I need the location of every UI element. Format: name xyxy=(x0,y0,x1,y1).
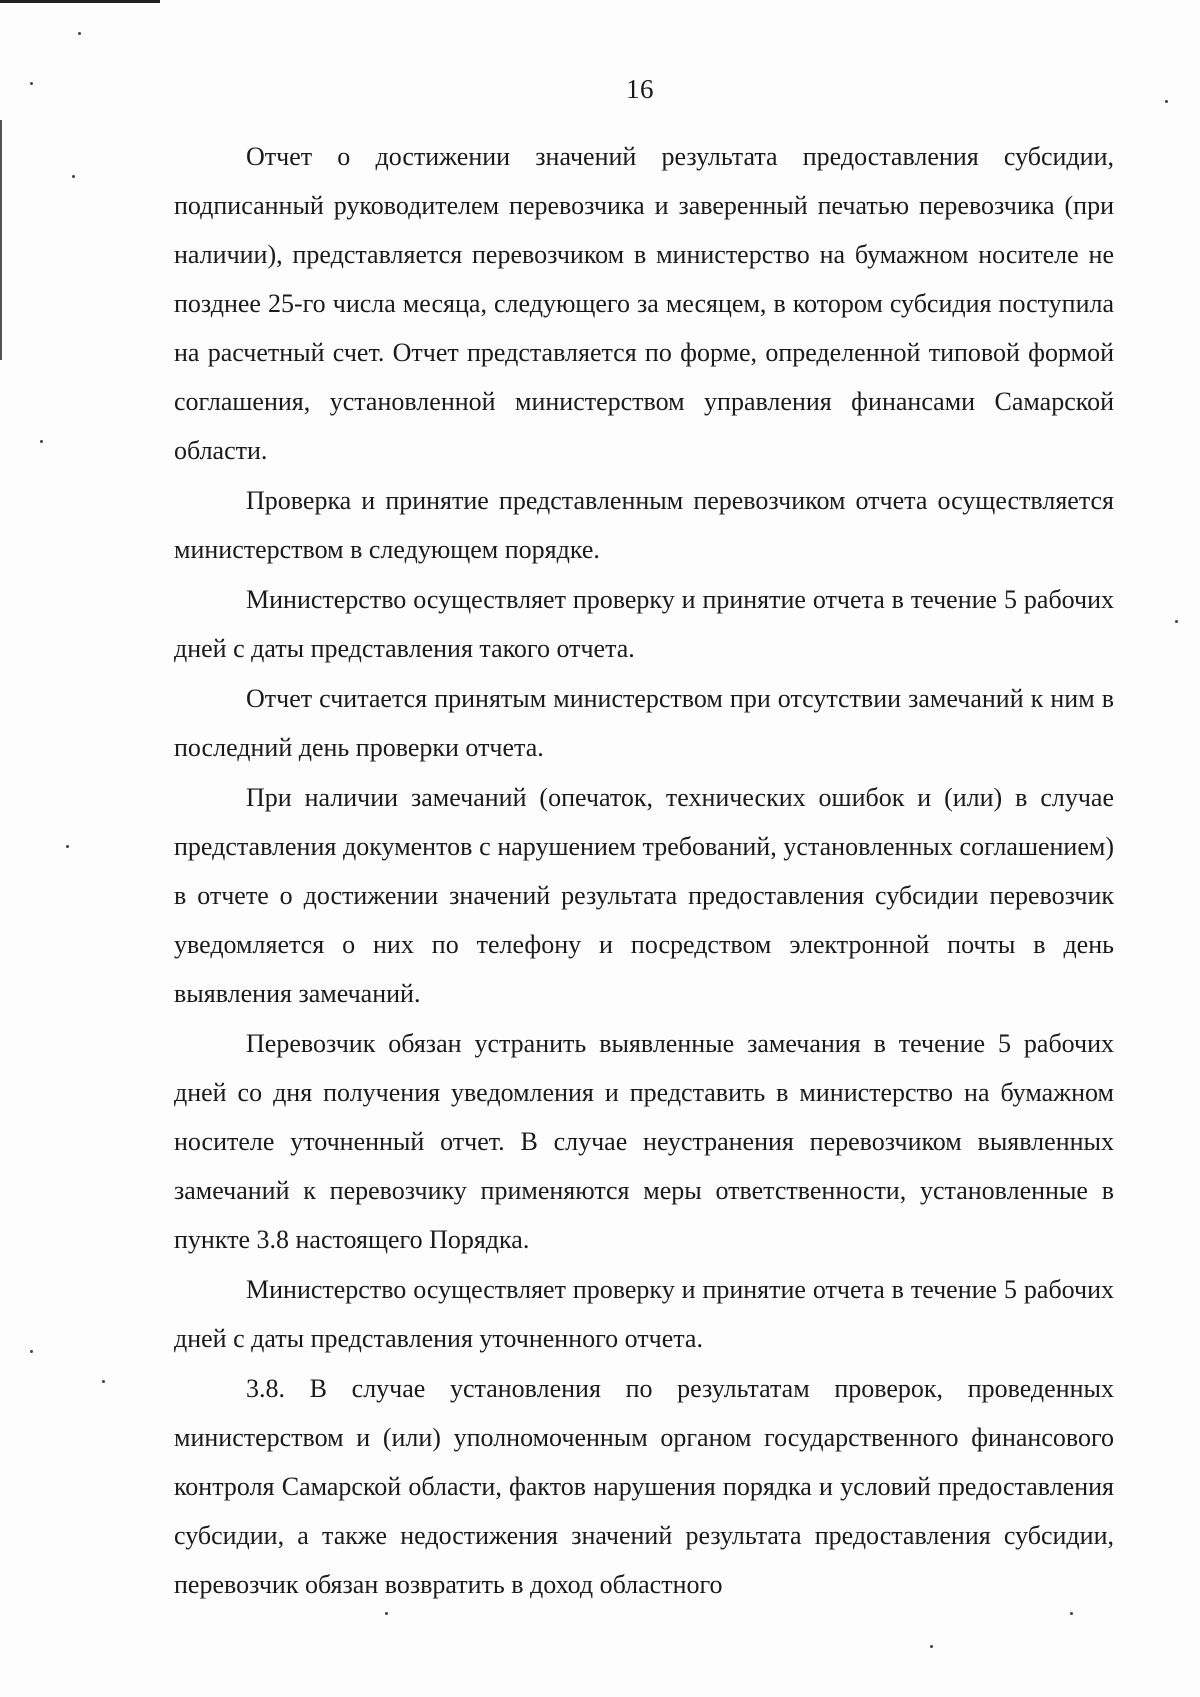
scan-speck xyxy=(78,32,81,35)
scan-edge-line xyxy=(0,120,2,360)
paragraph-remarks-notification: При наличии замечаний (опечаток, технических ошибок и (или) в случае представления документов с нарушением требований, установленных соглашением) в отчете о достижении значений результата предоставления субсидии перевозчик уведомляется о них по телефону и посредством электронной почты в день выявления замечаний. xyxy=(174,783,1114,1008)
page-number: 16 xyxy=(626,74,654,104)
scan-speck xyxy=(1070,1612,1073,1615)
scan-speck xyxy=(30,82,33,85)
scan-speck xyxy=(66,845,69,848)
scan-speck xyxy=(930,1645,933,1648)
scan-speck xyxy=(1165,100,1168,103)
scan-speck xyxy=(30,1350,33,1353)
document-body xyxy=(174,132,1114,1609)
paragraph-report-submission: Отчет о достижении значений результата предоставления субсидии, подписанный руководителем перевозчика и заверенный печатью перевозчика (при наличии), представляется перевозчиком в министерство на бумажном носителе не позднее 25-го числа месяца, следующего за месяцем, в котором субсидия поступила на расчетный счет. Отчет представляется по форме, определенной типовой формой соглашения, установленной министерством управления финансами Самарской области. xyxy=(174,142,1114,465)
scan-speck xyxy=(40,440,43,443)
scan-speck xyxy=(1175,620,1178,623)
paragraph-report-check-order: Проверка и принятие представленным перевозчиком отчета осуществляется министерством в следующем порядке. xyxy=(174,486,1114,564)
paragraph-revised-report-check: Министерство осуществляет проверку и принятие отчета в течение 5 рабочих дней с даты представления уточненного отчета. xyxy=(174,1275,1114,1353)
paragraph-section-3-8: 3.8. В случае установления по результатам проверок, проведенных министерством и (или) уполномоченным органом государственного финансового контроля Самарской области, фактов нарушения порядка и условий предоставления субсидии, а также недостижения значений результата предоставления субсидии, перевозчик обязан возвратить в доход областного xyxy=(174,1374,1114,1599)
paragraph-remarks-correction: Перевозчик обязан устранить выявленные замечания в течение 5 рабочих дней со дня получения уведомления и представить в министерство на бумажном носителе уточненный отчет. В случае неустранения перевозчиком выявленных замечаний к перевозчику применяются меры ответственности, установленные в пункте 3.8 настоящего Порядка. xyxy=(174,1029,1114,1254)
scan-speck xyxy=(102,1380,105,1383)
scan-speck xyxy=(72,175,75,178)
scan-border-line xyxy=(0,0,160,3)
scan-speck xyxy=(385,1612,388,1615)
paragraph-ministry-check-period: Министерство осуществляет проверку и принятие отчета в течение 5 рабочих дней с даты представления такого отчета. xyxy=(174,585,1114,663)
paragraph-report-accepted: Отчет считается принятым министерством при отсутствии замечаний к ним в последний день проверки отчета. xyxy=(174,684,1114,762)
